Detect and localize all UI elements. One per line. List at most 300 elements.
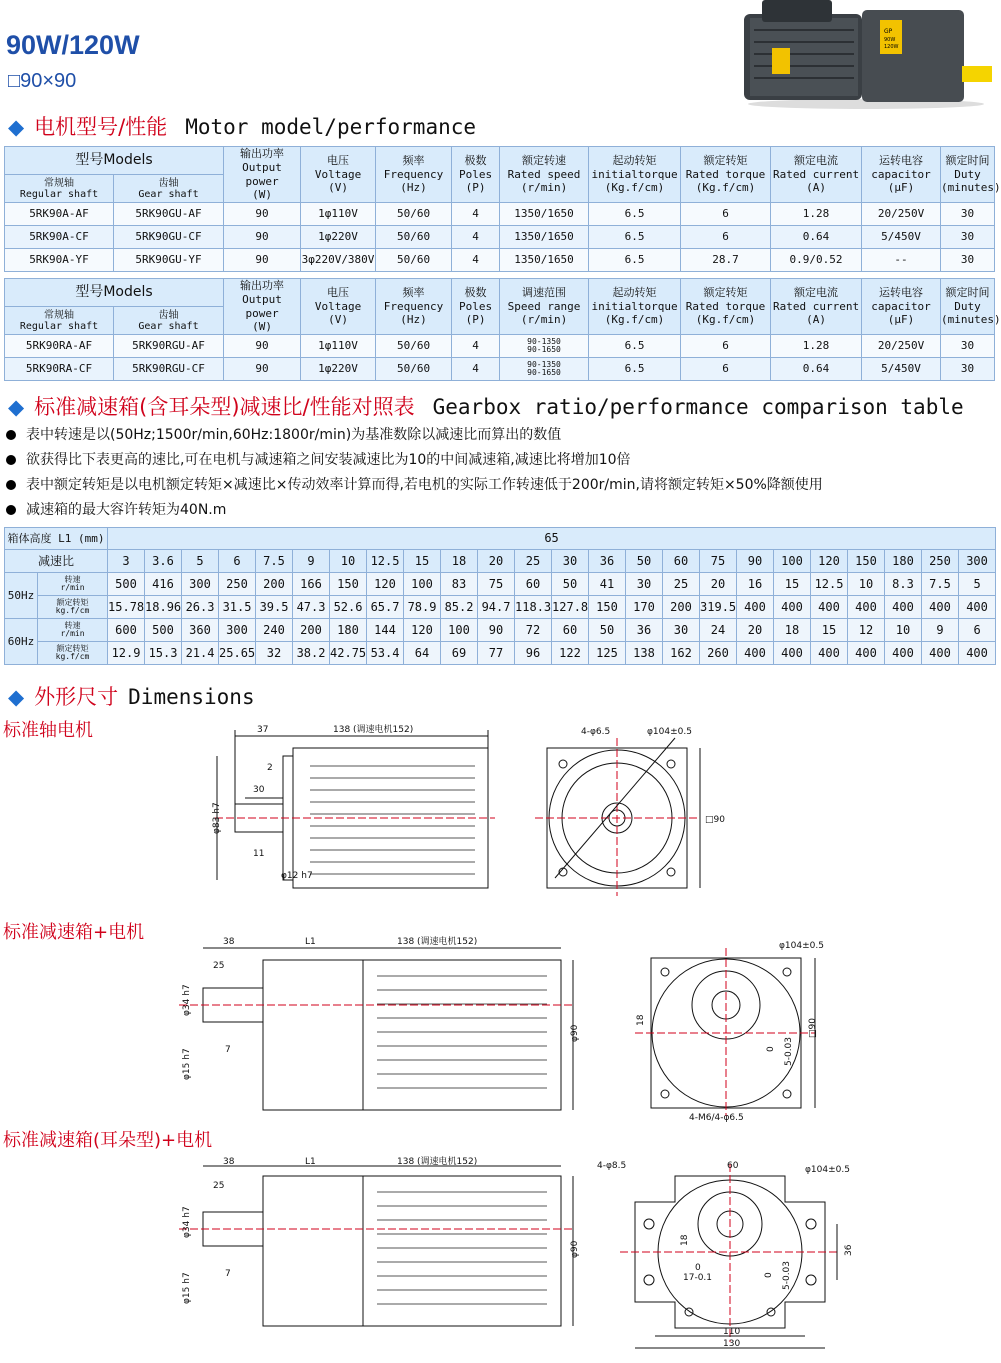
- dim-label: 37: [257, 725, 269, 735]
- dim-label: 7: [225, 1269, 231, 1279]
- table-cell: 50: [589, 619, 626, 642]
- table-cell: 50: [552, 573, 589, 596]
- table-cell: 60: [663, 550, 700, 573]
- col-cn: 起动转矩: [612, 153, 657, 167]
- table-cell: 12.9: [108, 642, 145, 665]
- regular-shaft-cn: 常规轴: [44, 177, 74, 189]
- col-cn: 额定电流: [794, 285, 839, 299]
- spec-table-1: [4, 146, 1001, 272]
- table-cell: 400: [774, 642, 811, 665]
- table-cell: 94.7: [478, 596, 515, 619]
- table-cell: 6: [681, 358, 771, 381]
- dim-label: φ15 h7: [182, 1048, 192, 1080]
- dim-label: 18: [680, 1234, 690, 1246]
- table-cell: 400: [922, 642, 959, 665]
- motor-product-image: [736, 0, 994, 110]
- table-cell: 360: [182, 619, 219, 642]
- col-unit: (μF): [887, 181, 915, 195]
- table-cell: 400: [885, 642, 922, 665]
- table-cell: 400: [811, 596, 848, 619]
- col-en: Duty: [954, 167, 981, 181]
- table-cell: 15.78: [108, 596, 145, 619]
- col-en: capacitor: [871, 299, 931, 313]
- note-text: 减速箱的最大容许转矩为40N.m: [26, 502, 227, 518]
- dim-label: L1: [305, 937, 316, 947]
- table-cell: 10: [330, 550, 367, 573]
- col-cn: 输出功率: [240, 147, 285, 160]
- table-cell: [500, 358, 589, 381]
- col-en: Poles: [458, 299, 493, 313]
- table-cell: 5: [959, 573, 996, 596]
- table-cell: 50/60: [376, 335, 452, 358]
- speed-label: 转速 r/min: [38, 619, 108, 642]
- col-en: Duty: [954, 299, 981, 313]
- table-cell: [500, 335, 589, 358]
- table-cell: 24: [700, 619, 737, 642]
- dim-label: 2: [267, 763, 273, 773]
- table-cell: 64: [404, 642, 441, 665]
- table-cell: 200: [256, 573, 293, 596]
- table-cell: 3.6: [145, 550, 182, 573]
- col-cn: 起动转矩: [612, 285, 657, 299]
- table-cell: 5RK90A-YF: [5, 249, 114, 272]
- speed-label: 转速 r/min: [38, 573, 108, 596]
- section-dim-cn: 外形尺寸: [34, 685, 119, 709]
- motor-label-line: 120W: [884, 44, 899, 50]
- table-cell: 138: [626, 642, 663, 665]
- dim-label: φ34 h7: [182, 1206, 192, 1238]
- section-dim-header: ◆ 外形尺寸 Dimensions: [8, 685, 255, 709]
- table-cell: 0.64: [771, 358, 862, 381]
- table-cell: 400: [811, 642, 848, 665]
- table-cell: 5RK90RA-CF: [5, 358, 114, 381]
- col-cn: 调速范围: [522, 285, 567, 299]
- page-title: 90W/120W: [6, 30, 140, 60]
- col-cn: 额定转速: [522, 153, 567, 167]
- table-cell: 1φ110V: [301, 335, 376, 358]
- table-cell: 0.64: [771, 226, 862, 249]
- col-unit: (μF): [887, 313, 915, 327]
- dim-label: 0: [764, 1272, 774, 1278]
- regular-shaft-cn: 常规轴: [44, 309, 74, 321]
- table-cell: 15: [774, 573, 811, 596]
- table-cell: 5RK90RGU-CF: [114, 358, 224, 381]
- table-cell: 400: [959, 596, 996, 619]
- table-cell: 6.5: [589, 203, 681, 226]
- table-cell: 10: [885, 619, 922, 642]
- table-cell: 6: [681, 203, 771, 226]
- table-cell: 5RK90A-AF: [5, 203, 114, 226]
- table-cell: 28.7: [681, 249, 771, 272]
- col-unit: (Kg.f/cm): [604, 313, 665, 327]
- table-cell: 4: [452, 226, 500, 249]
- col-en: initialtorque: [591, 167, 678, 181]
- table-cell: 90: [224, 226, 301, 249]
- table-cell: 6.5: [589, 249, 681, 272]
- table-cell: 400: [848, 596, 885, 619]
- col-cn: 额定转矩: [703, 153, 748, 167]
- table-cell: 96: [515, 642, 552, 665]
- table-cell: 319.5: [700, 596, 737, 619]
- table-cell: 36: [626, 619, 663, 642]
- drawing2: [165, 930, 825, 1123]
- col-unit: (minutes): [941, 181, 1001, 195]
- col-header: [681, 147, 771, 203]
- box-height-label: 箱体高度 L1 (mm): [5, 528, 108, 550]
- table-cell: 120: [811, 550, 848, 573]
- col-unit: (Kg.f/cm): [695, 181, 756, 195]
- table-cell: 90: [224, 335, 301, 358]
- col-unit: (minutes): [941, 313, 1001, 327]
- table-cell: 4: [452, 203, 500, 226]
- dim-label: φ34 h7: [182, 984, 192, 1016]
- frame-size: □90×90: [8, 70, 77, 92]
- table-cell: 21.4: [182, 642, 219, 665]
- table-cell: 6.5: [589, 335, 681, 358]
- table-row: [5, 249, 995, 272]
- torque-label: 额定转矩 kg.f/cm: [38, 596, 108, 619]
- col-unit: (Hz): [400, 181, 427, 195]
- dim-label: 60: [727, 1161, 739, 1171]
- gear-shaft-en: Gear shaft: [138, 188, 199, 200]
- table-row: [5, 203, 995, 226]
- table-cell: 170: [626, 596, 663, 619]
- table-cell: 31.5: [219, 596, 256, 619]
- dim-label: 4-φ6.5: [581, 727, 611, 737]
- col-unit: (A): [806, 181, 826, 195]
- table-cell: 500: [145, 619, 182, 642]
- table-cell: 90: [224, 203, 301, 226]
- table-cell: 25.65: [219, 642, 256, 665]
- dim-label: 138 (调速电机152): [397, 937, 478, 947]
- note-text: 欲获得比下表更高的速比,可在电机与减速箱之间安装减速比为10的中间减速箱,减速比将增加10倍: [26, 452, 631, 468]
- col-cn: 额定电流: [794, 153, 839, 167]
- col-en: initialtorque: [591, 299, 678, 313]
- col-cn: 额定转矩: [703, 285, 748, 299]
- table-cell: 150: [330, 573, 367, 596]
- dim-label: φ12 h7: [281, 871, 313, 881]
- col-en: Rated current: [772, 299, 860, 313]
- dim-label: 5-0.03: [782, 1260, 792, 1290]
- motor-label-line: GP: [884, 28, 893, 35]
- table-cell: 60: [552, 619, 589, 642]
- table-cell: 1.28: [771, 335, 862, 358]
- table-cell: 52.6: [330, 596, 367, 619]
- col-en: capacitor: [871, 167, 931, 181]
- table-cell: 1φ220V: [301, 358, 376, 381]
- table-cell: 7.5: [256, 550, 293, 573]
- col-cn: 额定时间: [945, 153, 990, 167]
- col-cn: 电压: [327, 285, 350, 299]
- table-cell: 6: [681, 335, 771, 358]
- col-header: [771, 279, 862, 335]
- table-cell: 9: [922, 619, 959, 642]
- table-cell: 16: [737, 573, 774, 596]
- speed-range-line: 90-1350: [527, 359, 561, 369]
- col-cn: 频率: [402, 153, 425, 167]
- dim-label: 38: [223, 937, 235, 947]
- table-cell: 12.5: [367, 550, 404, 573]
- note-text: 表中额定转矩是以电机额定转矩×减速比×传动效率计算而得,若电机的实际工作转速低于200r/min,请将额定转矩×50%降额使用: [26, 477, 823, 493]
- table-cell: 1.28: [771, 203, 862, 226]
- table-cell: 20: [700, 573, 737, 596]
- table-cell: 166: [293, 573, 330, 596]
- table-cell: 150: [848, 550, 885, 573]
- col-header: [224, 279, 301, 335]
- table-cell: 38.2: [293, 642, 330, 665]
- table-cell: 127.8: [552, 596, 589, 619]
- table-cell: 4: [452, 335, 500, 358]
- col-header: [452, 279, 500, 335]
- table-cell: 5RK90GU-YF: [114, 249, 224, 272]
- drawing3: [165, 1152, 865, 1358]
- table-cell: 47.3: [293, 596, 330, 619]
- table-cell: 5RK90A-CF: [5, 226, 114, 249]
- table-cell: 65.7: [367, 596, 404, 619]
- table-cell: 122: [552, 642, 589, 665]
- table-cell: 20/250V: [862, 203, 941, 226]
- gear-ratio-table: [4, 527, 996, 665]
- table-cell: 72: [515, 619, 552, 642]
- col-header: [589, 147, 681, 203]
- table-cell: 18: [774, 619, 811, 642]
- col-en: Poles: [458, 167, 493, 181]
- table-cell: --: [862, 249, 941, 272]
- table-cell: 90: [224, 249, 301, 272]
- col-header: [862, 147, 941, 203]
- table-cell: 100: [404, 573, 441, 596]
- col-unit: (r/min): [520, 181, 568, 195]
- table-cell: 50/60: [376, 226, 452, 249]
- table-cell: 30: [626, 573, 663, 596]
- table-cell: 15: [811, 619, 848, 642]
- table-cell: 30: [941, 226, 995, 249]
- table-cell: 30: [552, 550, 589, 573]
- dim-label: φ104±0.5: [779, 941, 824, 951]
- note-item: [6, 474, 823, 494]
- speed-range-line: 90-1650: [527, 345, 561, 354]
- table-cell: 250: [922, 550, 959, 573]
- table-cell: 69: [441, 642, 478, 665]
- table-cell: 30: [663, 619, 700, 642]
- table-cell: 6: [219, 550, 256, 573]
- table-cell: 9: [293, 550, 330, 573]
- col-header: [941, 147, 1001, 203]
- table-cell: 260: [700, 642, 737, 665]
- col-header: [452, 147, 500, 203]
- col-header: [376, 279, 452, 335]
- dim-label: L1: [305, 1157, 316, 1167]
- gear-shaft-header: [114, 307, 224, 335]
- dim-label: φ90: [570, 1240, 580, 1258]
- table-cell: 39.5: [256, 596, 293, 619]
- section-motor-en: Motor model/performance: [185, 115, 477, 139]
- col-header: [224, 147, 301, 203]
- table-cell: 162: [663, 642, 700, 665]
- table-cell: 180: [330, 619, 367, 642]
- table-cell: 90: [478, 619, 515, 642]
- speed-range-line: 90-1350: [527, 336, 561, 346]
- gear-shaft-en: Gear shaft: [138, 320, 199, 332]
- col-header: [376, 147, 452, 203]
- table-cell: 8.3: [885, 573, 922, 596]
- dim-label: 4-φ8.5: [597, 1161, 627, 1171]
- col-en: Rated torque: [685, 299, 766, 313]
- speed-range-line: 90-1650: [527, 368, 561, 377]
- table-cell: 53.4: [367, 642, 404, 665]
- note-item: [6, 424, 561, 444]
- table-cell: 10: [848, 573, 885, 596]
- table-cell: 18.96: [145, 596, 182, 619]
- col-cn: 运转电容: [879, 153, 924, 167]
- table-cell: 20/250V: [862, 335, 941, 358]
- freq-60: 60Hz: [5, 619, 38, 665]
- table-cell: 600: [108, 619, 145, 642]
- motor-label-line: 90W: [884, 37, 896, 43]
- table-cell: 75: [478, 573, 515, 596]
- table-cell: 1φ220V: [301, 226, 376, 249]
- col-en: Output power: [242, 160, 282, 188]
- table-cell: 5RK90RA-AF: [5, 335, 114, 358]
- col-unit: (Hz): [400, 313, 427, 327]
- col-header: [500, 279, 589, 335]
- dim-label: 138 (调速电机152): [333, 725, 414, 735]
- dim-label: φ83 h7: [212, 802, 222, 834]
- table-cell: 12: [848, 619, 885, 642]
- col-header: [500, 147, 589, 203]
- table-cell: 3φ220V/380V: [301, 249, 376, 272]
- col-cn: 极数: [464, 285, 487, 299]
- table-cell: 26.3: [182, 596, 219, 619]
- table-cell: 200: [663, 596, 700, 619]
- col-en: Rated speed: [507, 167, 581, 181]
- col-en: Rated torque: [685, 167, 766, 181]
- table-cell: 20: [478, 550, 515, 573]
- table-cell: 100: [441, 619, 478, 642]
- dim-label: 138 (调速电机152): [397, 1157, 478, 1167]
- table-cell: 75: [700, 550, 737, 573]
- col-unit: (Kg.f/cm): [695, 313, 756, 327]
- drawing1: [195, 718, 735, 898]
- note-item: [6, 499, 226, 519]
- table-cell: 30: [941, 249, 995, 272]
- table-cell: 5RK90GU-CF: [114, 226, 224, 249]
- dim-label: φ104±0.5: [805, 1165, 850, 1175]
- table-cell: 41: [589, 573, 626, 596]
- table-cell: 118.3: [515, 596, 552, 619]
- table-cell: 15.3: [145, 642, 182, 665]
- dim-label: 18: [636, 1014, 646, 1026]
- table-cell: 3: [108, 550, 145, 573]
- col-en: Frequency: [383, 299, 444, 313]
- col-unit: (W): [252, 320, 272, 334]
- table-cell: 400: [774, 596, 811, 619]
- table-cell: 32: [256, 642, 293, 665]
- table-cell: 100: [774, 550, 811, 573]
- table-cell: 36: [589, 550, 626, 573]
- table-cell: 0.9/0.52: [771, 249, 862, 272]
- table-cell: 77: [478, 642, 515, 665]
- table-cell: 5: [182, 550, 219, 573]
- col-en: Voltage: [314, 167, 362, 181]
- torque-label: 额定转矩 kg.f/cm: [38, 642, 108, 665]
- table-cell: 30: [941, 335, 995, 358]
- table-cell: 400: [737, 596, 774, 619]
- note-item: [6, 449, 631, 469]
- col-unit: (r/min): [520, 313, 568, 327]
- col-en: Speed range: [507, 299, 581, 313]
- drawing3-title: 标准减速箱(耳朵型)+电机: [3, 1130, 213, 1151]
- dim-label: □90: [808, 1018, 818, 1038]
- dim-label: 130: [723, 1339, 741, 1349]
- regular-shaft-header: [5, 175, 114, 203]
- table-cell: 1350/1650: [500, 249, 589, 272]
- col-cn: 运转电容: [879, 285, 924, 299]
- dim-label: 30: [253, 785, 265, 795]
- col-unit: (V): [328, 313, 348, 327]
- table-cell: 25: [515, 550, 552, 573]
- table-cell: 180: [885, 550, 922, 573]
- table-cell: 150: [589, 596, 626, 619]
- dim-label: 110: [723, 1327, 741, 1337]
- dim-label: 25: [213, 1181, 225, 1191]
- table-cell: 60: [515, 573, 552, 596]
- drawing1-title: 标准轴电机: [3, 720, 93, 741]
- table-row: [5, 335, 995, 358]
- table-cell: 144: [367, 619, 404, 642]
- col-header: [589, 279, 681, 335]
- table-cell: 4: [452, 249, 500, 272]
- dim-label: 25: [213, 961, 225, 971]
- col-cn: 电压: [327, 153, 350, 167]
- section-gearbox-en: Gearbox ratio/performance comparison table: [432, 395, 964, 419]
- dim-label: 36: [844, 1244, 854, 1256]
- dim-label: 7: [225, 1045, 231, 1055]
- table-cell: 50/60: [376, 203, 452, 226]
- table-cell: 90: [224, 358, 301, 381]
- spec-table-2: [4, 278, 1001, 381]
- col-unit: (Kg.f/cm): [604, 181, 665, 195]
- regular-shaft-header: [5, 307, 114, 335]
- regular-shaft-en: Regular shaft: [19, 320, 99, 332]
- table-cell: 400: [848, 642, 885, 665]
- table-cell: 18: [441, 550, 478, 573]
- col-header: [681, 279, 771, 335]
- table-cell: 12.5: [811, 573, 848, 596]
- table-row: [5, 358, 995, 381]
- table-cell: 6: [959, 619, 996, 642]
- regular-shaft-en: Regular shaft: [19, 188, 99, 200]
- table-cell: 120: [404, 619, 441, 642]
- table-cell: 500: [108, 573, 145, 596]
- table-cell: 5/450V: [862, 226, 941, 249]
- col-en: Voltage: [314, 299, 362, 313]
- dim-label: φ15 h7: [182, 1272, 192, 1304]
- col-header: [301, 279, 376, 335]
- section-dim-en: Dimensions: [128, 685, 255, 709]
- freq-50: 50Hz: [5, 573, 38, 619]
- table-cell: 416: [145, 573, 182, 596]
- table-cell: 25: [663, 573, 700, 596]
- section-motor-header: ◆ 电机型号/性能 Motor model/performance: [8, 115, 477, 139]
- table-cell: 85.2: [441, 596, 478, 619]
- drawing2-title: 标准减速箱+电机: [3, 922, 145, 943]
- col-header: [941, 279, 1001, 335]
- table-cell: 400: [922, 596, 959, 619]
- dim-label: □90: [705, 815, 725, 825]
- table-cell: 300: [219, 619, 256, 642]
- col-cn: 频率: [402, 285, 425, 299]
